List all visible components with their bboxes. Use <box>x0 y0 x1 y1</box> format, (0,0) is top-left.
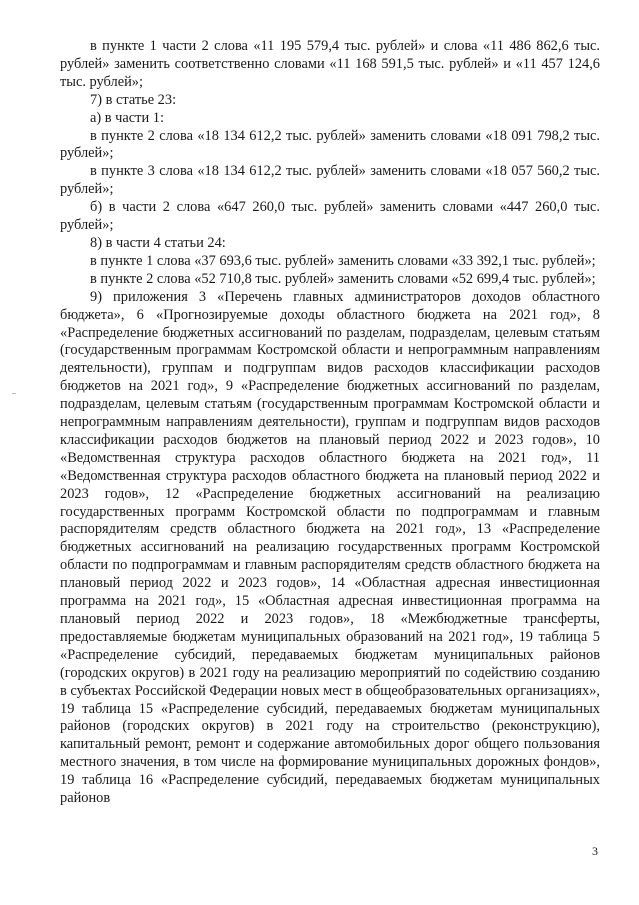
paragraph-10: 9) приложения 3 «Перечень главных администраторов доходов областного бюджета», 6 «Прогнозируемые доходы областного бюджета на 2021 год», 8 «Распределение бюджетных ассигнований по разделам, подразделам, целевым статьям (государственным программам Костромской области и непрограммным направлениям деятельности), группам и подгруппам видов расходов классификации расходов бюджетов на 2021 год», 9 «Распределение бюджетных ассигнований по разделам, подразделам, целевым статьям (государственным программам Костромской области и непрограммным направлениям деятельности), группам и подгруппам видов расходов классификации расходов бюджетов на плановый период 2022 и 2023 годов», 10 «Ведомственная структура расходов областного бюджета на 2021 год», 11 «Ведомственная структура расходов областного бюджета на плановый период 2022 и 2023 годов», 12 «Распределение бюджетных ассигнований на реализацию государственных программ Костромской области по подпрограммам и главным распорядителям средств областного бюджета на 2021 год», 13 «Распределение бюджетных ассигнований на реализацию государственных программ Костромской области по подпрограммам и главным распорядителям средств областного бюджета на плановый период 2022 и 2023 годов», 14 «Областная адресная инвестиционная программа на 2021 год», 15 «Областная адресная инвестиционная программа на плановый период 2022 и 2023 годов», 18 «Межбюджетные трансферты, предоставляемые бюджетам муниципальных образований на 2021 год», 19 таблица 5 «Распределение субсидий, передаваемых бюджетам муниципальных районов (городских округов) в 2021 году на реализацию мероприятий по содействию созданию в субъектах Российской Федерации новых мест в общеобразовательных организациях», 19 таблица 15 «Распределение субсидий, передаваемых бюджетам муниципальных районов (городских округов) в 2021 году на строительство (реконструкцию), капитальный ремонт, ремонт и содержание автомобильных дорог общего пользования местного значения, в том числе на формирование муниципальных дорожных фондов», 19 таблица 16 «Распределение субсидий, передаваемых бюджетам муниципальных районов <box>60 288 600 807</box>
document-body <box>60 38 600 808</box>
paragraph-3: а) в части 1: <box>90 109 164 126</box>
paragraph-6: б) в части 2 слова «647 260,0 тыс. рублей» заменить словами «447 260,0 тыс. рублей»; <box>60 199 600 234</box>
page-number: 3 <box>592 844 598 858</box>
paragraph-4: в пункте 2 слова «18 134 612,2 тыс. рублей» заменить словами «18 091 798,2 тыс. рублей»; <box>60 127 600 162</box>
paragraph-1: в пункте 1 части 2 слова «11 195 579,4 тыс. рублей» и слова «11 486 862,6 тыс. рублей» заменить соответственно словами «11 168 591,5 тыс. рублей» и «11 457 124,6 тыс. рублей»; <box>60 38 600 90</box>
paragraph-2: 7) в статье 23: <box>90 91 177 108</box>
paragraph-8: в пункте 1 слова «37 693,6 тыс. рублей» заменить словами «33 392,1 тыс. рублей»; <box>90 252 596 269</box>
paragraph-9: в пункте 2 слова «52 710,8 тыс. рублей» заменить словами «52 699,4 тыс. рублей»; <box>90 270 596 287</box>
paragraph-5: в пункте 3 слова «18 134 612,2 тыс. рублей» заменить словами «18 057 560,2 тыс. рублей»; <box>60 163 600 198</box>
scan-mark <box>12 393 16 394</box>
paragraph-7: 8) в части 4 статьи 24: <box>90 234 226 251</box>
